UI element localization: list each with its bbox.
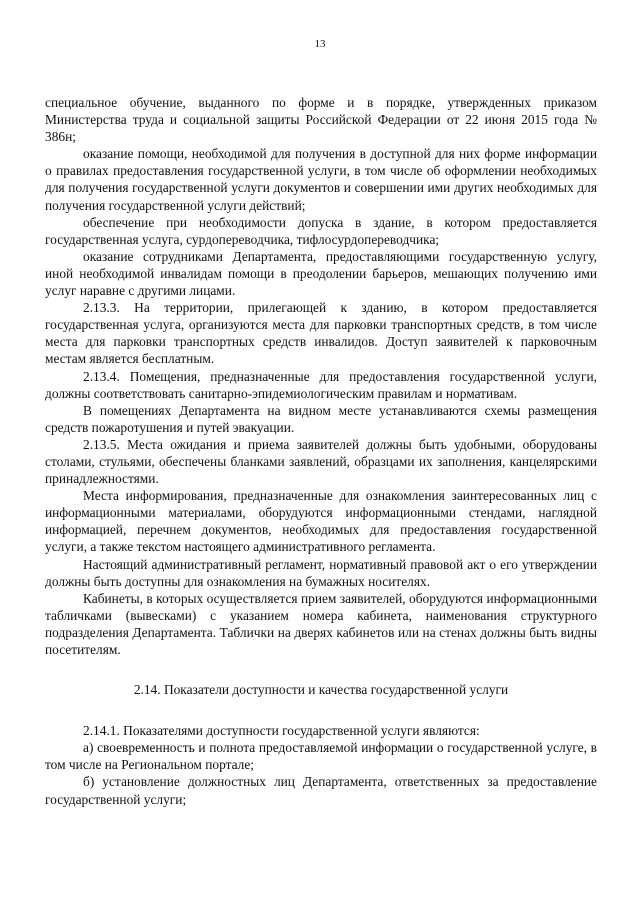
paragraph: оказание помощи, необходимой для получения в доступной для них форме информации о правилах предоставления государственной услуги, в том числе об оформлении необходимых для получения государственной услуги документов и совершении ими других необходимых для получения государственной услуги действий; [45,146,597,213]
paragraph: 2.13.4. Помещения, предназначенные для предоставления государственной услуги, должны соответствовать санитарно-эпидемиологическим правилам и нормативам. [45,368,597,401]
paragraph: оказание сотрудниками Департамента, предоставляющими государственную услугу, иной необходимой инвалидам помощи в преодолении барьеров, мешающих получению ими услуг наравне с другими лицами. [45,248,597,299]
paragraph: 2.13.3. На территории, прилегающей к зданию, в котором предоставляется государственная услуга, организуются места для парковки транспортных средств, в том числе места для парковки транспортных средств инвалидов. Доступ заявителей к парковочным местам является бесплатным. [45,300,597,367]
paragraph: В помещениях Департамента на видном месте устанавливаются схемы размещения средств пожаротушения и путей эвакуации. [45,402,597,435]
document-body [45,94,597,808]
paragraph: 2.14.1. Показателями доступности государственной услуги являются: [83,723,480,739]
paragraph: обеспечение при необходимости допуска в здание, в котором предоставляется государственная услуга, сурдопереводчика, тифлосурдопереводчика; [45,214,597,247]
paragraph: Настоящий административный регламент, нормативный правовой акт о его утверждении должны быть доступны для ознакомления на бумажных носителях. [45,556,597,589]
list-item: б) установление должностных лиц Департамента, ответственных за предоставление государственной услуги; [45,774,597,807]
paragraph: Кабинеты, в которых осуществляется прием заявителей, оборудуются информационными табличками (вывесками) с указанием номера кабинета, наименования структурного подразделения Департамента. Таблички на дверях кабинетов или на стенах должны быть видны посетителям. [45,590,597,657]
section-heading: 2.14. Показатели доступности и качества государственной услуги [133,682,509,698]
paragraph: специальное обучение, выданного по форме и в порядке, утвержденных приказом Министерства труда и социальной защиты Российской Федерации от 22 июня 2015 года № 386н; [45,95,597,145]
page-number: 13 [314,38,326,50]
paragraph: 2.13.5. Места ожидания и приема заявителей должны быть удобными, оборудованы столами, стульями, обеспечены бланками заявлений, образцами их заполнения, канцелярскими принадлежностями. [45,436,597,487]
paragraph: Места информирования, предназначенные для ознакомления заинтересованных лиц с информационными материалами, оборудуются информационными стендами, наглядной информацией, перечнем документов, необходимых для предоставления государственной услуги, а также текстом настоящего административного регламента. [45,488,597,555]
list-item: а) своевременность и полнота предоставляемой информации о государственной услуге, в том числе на Региональном портале; [45,740,597,773]
